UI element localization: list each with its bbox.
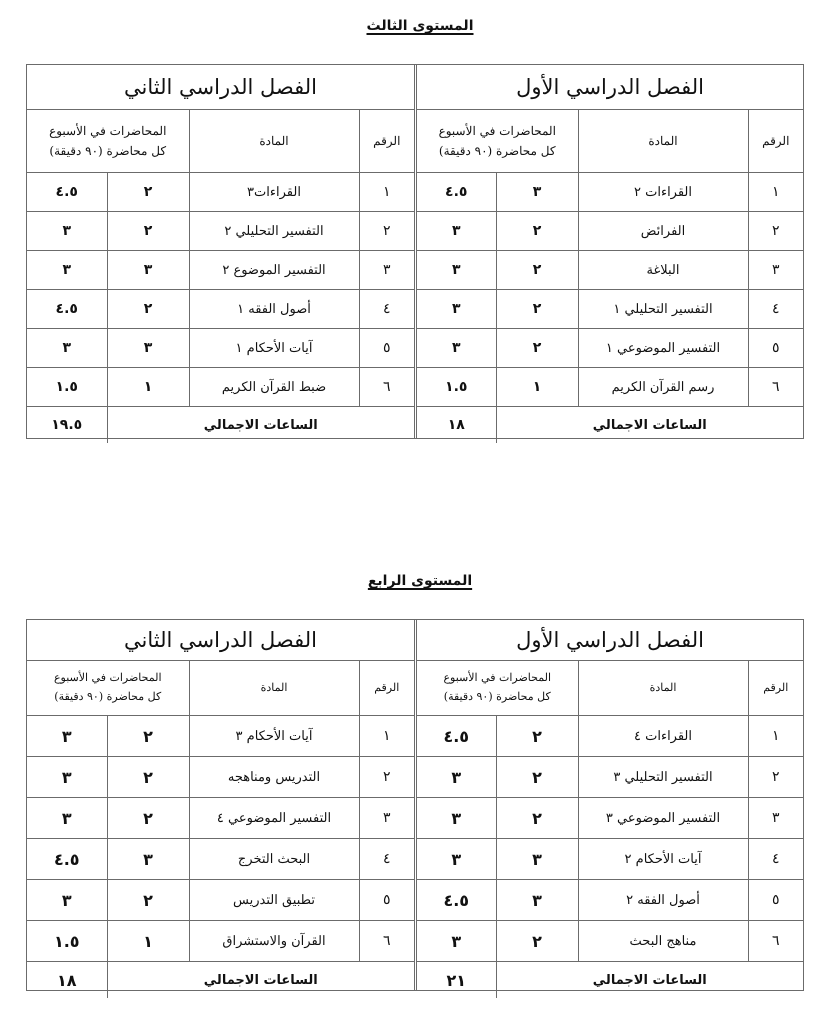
table-row [27, 839, 414, 880]
row-lectures: ٢ [496, 798, 578, 839]
row-hours: ٣ [417, 290, 496, 329]
table-row [417, 329, 803, 368]
total-value: ١٨ [417, 407, 496, 444]
row-subject: التفسير التحليلي ٢ [189, 212, 359, 251]
header-lectures [417, 661, 578, 716]
row-hours: ٤.٥ [27, 839, 107, 880]
row-hours: ٣ [417, 212, 496, 251]
row-number: ٢ [359, 757, 414, 798]
row-hours: ٣ [27, 212, 107, 251]
row-number: ٥ [748, 329, 803, 368]
semester-first [414, 65, 803, 438]
row-lectures: ٢ [107, 798, 189, 839]
row-number: ١ [748, 173, 803, 212]
row-subject: التدريس ومناهجه [189, 757, 359, 798]
header-subject: المادة [189, 110, 359, 173]
row-subject: القراءات٣ [189, 173, 359, 212]
row-number: ٦ [359, 921, 414, 962]
header-number: الرقم [748, 110, 803, 173]
header-lectures-line2: كل محاضرة (٩٠ دقيقة) [54, 690, 162, 703]
row-number: ٦ [359, 368, 414, 407]
header-lectures-line2: كل محاضرة (٩٠ دقيقة) [438, 144, 556, 158]
semester-first [414, 620, 803, 990]
header-subject: المادة [578, 661, 748, 716]
row-hours: ٣ [417, 921, 496, 962]
table-row [27, 329, 414, 368]
row-subject: البحث التخرج [189, 839, 359, 880]
row-hours: ١.٥ [27, 921, 107, 962]
row-number: ٦ [748, 921, 803, 962]
total-row [417, 407, 803, 444]
row-number: ٤ [748, 290, 803, 329]
semester-title: الفصل الدراسي الأول [417, 65, 803, 110]
total-label: الساعات الاجمالي [107, 962, 414, 999]
table-row [27, 173, 414, 212]
total-row [417, 962, 803, 999]
row-hours: ٣ [417, 329, 496, 368]
row-lectures: ٣ [496, 839, 578, 880]
table-row [27, 290, 414, 329]
row-lectures: ٢ [107, 757, 189, 798]
table-row [417, 716, 803, 757]
table-row [27, 798, 414, 839]
row-hours: ٤.٥ [417, 173, 496, 212]
row-subject: آيات الأحكام ١ [189, 329, 359, 368]
semester-second [27, 65, 414, 438]
row-number: ١ [359, 716, 414, 757]
header-lectures-line1: المحاضرات في الأسبوع [443, 671, 552, 685]
row-subject: أصول الفقه ٢ [578, 880, 748, 921]
header-lectures [27, 110, 189, 173]
level-title-fourth: المستوى الرابع [367, 573, 473, 589]
row-number: ٥ [748, 880, 803, 921]
row-hours: ٤.٥ [417, 716, 496, 757]
row-lectures: ٢ [107, 880, 189, 921]
row-number: ٣ [748, 798, 803, 839]
header-lectures [417, 110, 578, 173]
row-hours: ٣ [27, 757, 107, 798]
table-row [417, 798, 803, 839]
level-fourth-table [26, 619, 804, 991]
row-number: ١ [359, 173, 414, 212]
table-row [417, 173, 803, 212]
row-subject: التفسير الموضوع ٢ [189, 251, 359, 290]
table-row [27, 716, 414, 757]
table-row [417, 839, 803, 880]
row-subject: البلاغة [578, 251, 748, 290]
row-number: ٦ [748, 368, 803, 407]
level-title-third: المستوى الثالث [366, 18, 474, 34]
row-subject: الفرائض [578, 212, 748, 251]
header-number: الرقم [748, 661, 803, 716]
row-lectures: ٢ [107, 290, 189, 329]
row-lectures: ٣ [496, 880, 578, 921]
row-hours: ٤.٥ [417, 880, 496, 921]
row-subject: أصول الفقه ١ [189, 290, 359, 329]
row-hours: ٤.٥ [27, 173, 107, 212]
row-lectures: ١ [496, 368, 578, 407]
row-number: ٢ [748, 212, 803, 251]
semester-table [27, 65, 414, 443]
header-number: الرقم [359, 661, 414, 716]
row-number: ٢ [748, 757, 803, 798]
table-row [417, 368, 803, 407]
row-hours: ٣ [417, 798, 496, 839]
row-subject: التفسير الموضوعي ٤ [189, 798, 359, 839]
total-value: ١٩.٥ [27, 407, 107, 444]
row-number: ٥ [359, 329, 414, 368]
row-number: ٥ [359, 880, 414, 921]
row-lectures: ٢ [496, 290, 578, 329]
row-lectures: ٢ [107, 212, 189, 251]
row-hours: ٣ [27, 798, 107, 839]
row-subject: آيات الأحكام ٢ [578, 839, 748, 880]
semester-title: الفصل الدراسي الثاني [27, 65, 414, 110]
semester-table [417, 620, 803, 998]
row-hours: ٣ [27, 251, 107, 290]
header-lectures-line1: المحاضرات في الأسبوع [49, 123, 167, 138]
row-lectures: ٣ [107, 251, 189, 290]
semester-table [27, 620, 414, 998]
header-lectures-line1: المحاضرات في الأسبوع [53, 671, 162, 685]
row-lectures: ٣ [107, 329, 189, 368]
table-row [417, 921, 803, 962]
row-subject: رسم القرآن الكريم [578, 368, 748, 407]
row-subject: آيات الأحكام ٣ [189, 716, 359, 757]
table-row [417, 757, 803, 798]
semester-title: الفصل الدراسي الأول [417, 620, 803, 661]
row-number: ٣ [748, 251, 803, 290]
table-row [27, 880, 414, 921]
row-lectures: ١ [107, 368, 189, 407]
row-hours: ٣ [417, 251, 496, 290]
semester-title: الفصل الدراسي الثاني [27, 620, 414, 661]
row-subject: التفسير الموضوعي ١ [578, 329, 748, 368]
row-subject: القرآن والاستشراق [189, 921, 359, 962]
row-lectures: ١ [107, 921, 189, 962]
header-lectures-line2: كل محاضرة (٩٠ دقيقة) [49, 144, 167, 158]
row-hours: ٤.٥ [27, 290, 107, 329]
header-lectures [27, 661, 189, 716]
semester-second [27, 620, 414, 990]
row-hours: ٣ [27, 880, 107, 921]
row-lectures: ٣ [107, 839, 189, 880]
row-lectures: ٢ [496, 329, 578, 368]
row-lectures: ٢ [107, 716, 189, 757]
table-row [27, 251, 414, 290]
total-label: الساعات الاجمالي [496, 407, 803, 444]
total-label: الساعات الاجمالي [107, 407, 414, 444]
row-subject: ضبط القرآن الكريم [189, 368, 359, 407]
row-hours: ١.٥ [417, 368, 496, 407]
row-subject: التفسير التحليلي ١ [578, 290, 748, 329]
table-row [417, 290, 803, 329]
header-lectures-line2: كل محاضرة (٩٠ دقيقة) [443, 690, 551, 703]
table-row [27, 757, 414, 798]
table-row [417, 880, 803, 921]
table-row [417, 251, 803, 290]
row-lectures: ٢ [496, 212, 578, 251]
row-number: ٤ [359, 839, 414, 880]
row-hours: ٣ [417, 757, 496, 798]
row-number: ٤ [359, 290, 414, 329]
total-label: الساعات الاجمالي [496, 962, 803, 999]
table-row [27, 368, 414, 407]
row-number: ٣ [359, 251, 414, 290]
row-subject: القراءات ٤ [578, 716, 748, 757]
table-row [27, 212, 414, 251]
header-subject: المادة [578, 110, 748, 173]
row-hours: ٣ [27, 716, 107, 757]
table-row [27, 921, 414, 962]
row-subject: التفسير الموضوعي ٣ [578, 798, 748, 839]
row-lectures: ٣ [496, 173, 578, 212]
row-number: ١ [748, 716, 803, 757]
total-row [27, 962, 414, 999]
header-number: الرقم [359, 110, 414, 173]
row-subject: مناهج البحث [578, 921, 748, 962]
row-number: ٣ [359, 798, 414, 839]
total-value: ١٨ [27, 962, 107, 999]
table-row [417, 212, 803, 251]
total-row [27, 407, 414, 444]
row-lectures: ٢ [107, 173, 189, 212]
semester-table [417, 65, 803, 443]
row-subject: القراءات ٢ [578, 173, 748, 212]
row-lectures: ٢ [496, 716, 578, 757]
row-lectures: ٢ [496, 921, 578, 962]
row-subject: تطبيق التدريس [189, 880, 359, 921]
row-hours: ٣ [417, 839, 496, 880]
row-lectures: ٢ [496, 757, 578, 798]
row-lectures: ٢ [496, 251, 578, 290]
row-subject: التفسير التحليلي ٣ [578, 757, 748, 798]
row-number: ٢ [359, 212, 414, 251]
total-value: ٢١ [417, 962, 496, 999]
row-hours: ١.٥ [27, 368, 107, 407]
header-subject: المادة [189, 661, 359, 716]
row-hours: ٣ [27, 329, 107, 368]
row-number: ٤ [748, 839, 803, 880]
header-lectures-line1: المحاضرات في الأسبوع [438, 123, 556, 138]
level-third-table [26, 64, 804, 439]
